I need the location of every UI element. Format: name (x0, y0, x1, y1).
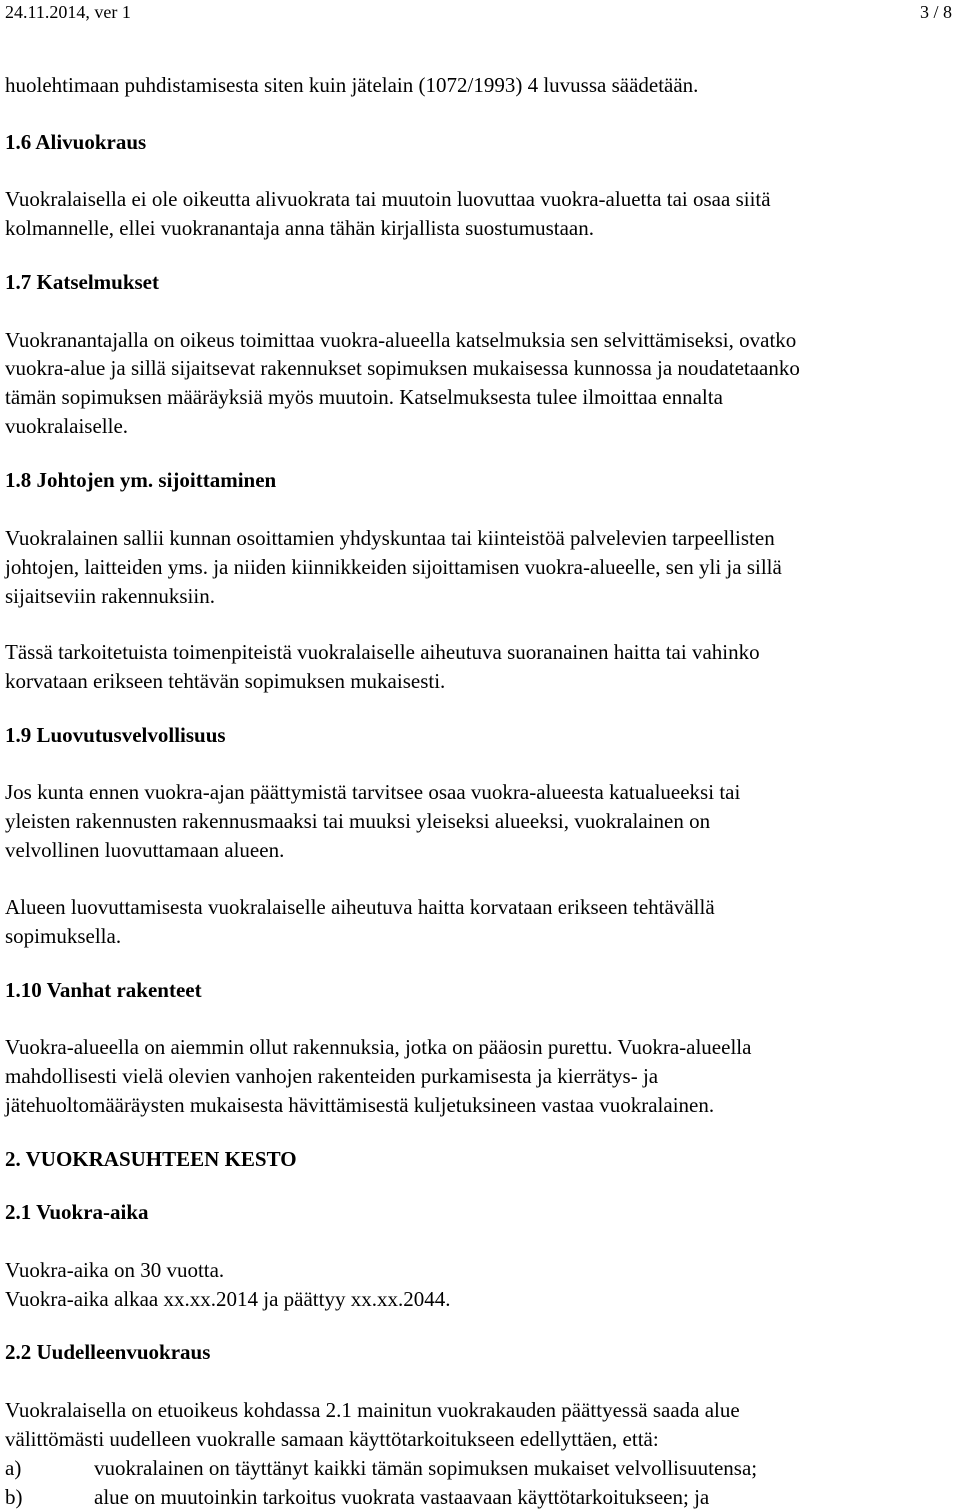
header-page-number: 3 / 8 (919, 2, 952, 22)
s1-9-p2-line-1: Alueen luovuttamisesta vuokralaiselle aiheutuva haitta korvataan erikseen tehtävällä (5, 895, 715, 919)
heading-1-8: 1.8 Johtojen ym. sijoittaminen (5, 468, 277, 492)
s1-7-line-2: vuokra-alue ja sillä sijaitsevat rakennukset sopimuksen mukaisessa kunnossa ja noudatetaanko (5, 356, 800, 380)
s2-1-line-2: Vuokra-aika alkaa xx.xx.2014 ja päättyy xx.xx.2044. (5, 1287, 451, 1311)
s1-8-p1-line-1: Vuokralainen sallii kunnan osoittamien yhdyskuntaa tai kiinteistöä palvelevien tarpeellisten (5, 526, 775, 550)
s1-7-line-1: Vuokranantajalla on oikeus toimittaa vuokra-alueella katselmuksia sen selvittämiseksi, ovatko (5, 328, 797, 352)
heading-1-9: 1.9 Luovutusvelvollisuus (5, 723, 226, 747)
s2-1-line-1: Vuokra-aika on 30 vuotta. (5, 1258, 225, 1282)
intro-line: huolehtimaan puhdistamisesta siten kuin jätelain (1072/1993) 4 luvussa säädetään. (5, 73, 699, 97)
heading-1-7: 1.7 Katselmukset (5, 270, 159, 294)
s2-2-line-1: Vuokralaisella on etuoikeus kohdassa 2.1 mainitun vuokrakauden päättyessä saada alue (5, 1398, 740, 1422)
list-item-b-label: b) (5, 1485, 23, 1509)
s1-6-line-1: Vuokralaisella ei ole oikeutta alivuokrata tai muutoin luovuttaa vuokra-aluetta tai osaa siitä (5, 187, 771, 211)
s1-9-p1-line-2: yleisten rakennusten rakennusmaaksi tai muuksi yleiseksi alueeksi, vuokralainen on (5, 809, 711, 833)
s1-8-p1-line-2: johtojen, laitteiden yms. ja niiden kiinnikkeiden sijoittamisen vuokra-alueelle, sen yli ja sillä (5, 555, 782, 579)
s1-9-p1-line-1: Jos kunta ennen vuokra-ajan päättymistä tarvitsee osaa vuokra-alueesta katualueeksi tai (5, 780, 741, 804)
list-item-a-text: vuokralainen on täyttänyt kaikki tämän sopimuksen mukaiset velvollisuutensa; (94, 1456, 758, 1480)
s1-9-p2-line-2: sopimuksella. (5, 924, 122, 948)
s1-8-p2-line-2: korvataan erikseen tehtävän sopimuksen mukaisesti. (5, 669, 446, 693)
s1-10-line-1: Vuokra-alueella on aiemmin ollut rakennuksia, jotka on pääosin purettu. Vuokra-alueella (5, 1035, 752, 1059)
heading-1-10: 1.10 Vanhat rakenteet (5, 978, 202, 1002)
heading-2-2: 2.2 Uudelleenvuokraus (5, 1340, 211, 1364)
s1-9-p1-line-3: velvollinen luovuttamaan alueen. (5, 838, 285, 862)
s1-7-line-3: tämän sopimuksen määräyksiä myös muutoin. Katselmuksesta tulee ilmoittaa ennalta (5, 385, 723, 409)
s1-8-p1-line-3: sijaitseviin rakennuksiin. (5, 584, 215, 608)
list-item-a-label: a) (5, 1456, 22, 1480)
s1-10-line-3: jätehuoltomääräysten mukaisesta hävittämisestä kuljetuksineen vastaa vuokralainen. (5, 1093, 715, 1117)
s1-7-line-4: vuokralaiselle. (5, 414, 129, 438)
heading-2-1: 2.1 Vuokra-aika (5, 1200, 149, 1224)
s2-2-line-2: välittömästi uudelleen vuokralle samaan käyttötarkoitukseen edellyttäen, että: (5, 1427, 659, 1451)
list-item-b-text: alue on muutoinkin tarkoitus vuokrata vastaavaan käyttötarkoitukseen; ja (94, 1485, 710, 1509)
s1-8-p2-line-1: Tässä tarkoitetuista toimenpiteistä vuokralaiselle aiheutuva suoranainen haitta tai vahinko (5, 640, 760, 664)
header-date-version: 24.11.2014, ver 1 (5, 2, 131, 22)
heading-1-6: 1.6 Alivuokraus (5, 130, 147, 154)
s1-10-line-2: mahdollisesti vielä olevien vanhojen rakenteiden purkamisesta ja kierrätys- ja (5, 1064, 659, 1088)
heading-2: 2. VUOKRASUHTEEN KESTO (5, 1147, 297, 1171)
s1-6-line-2: kolmannelle, ellei vuokranantaja anna tähän kirjallista suostumustaan. (5, 216, 594, 240)
